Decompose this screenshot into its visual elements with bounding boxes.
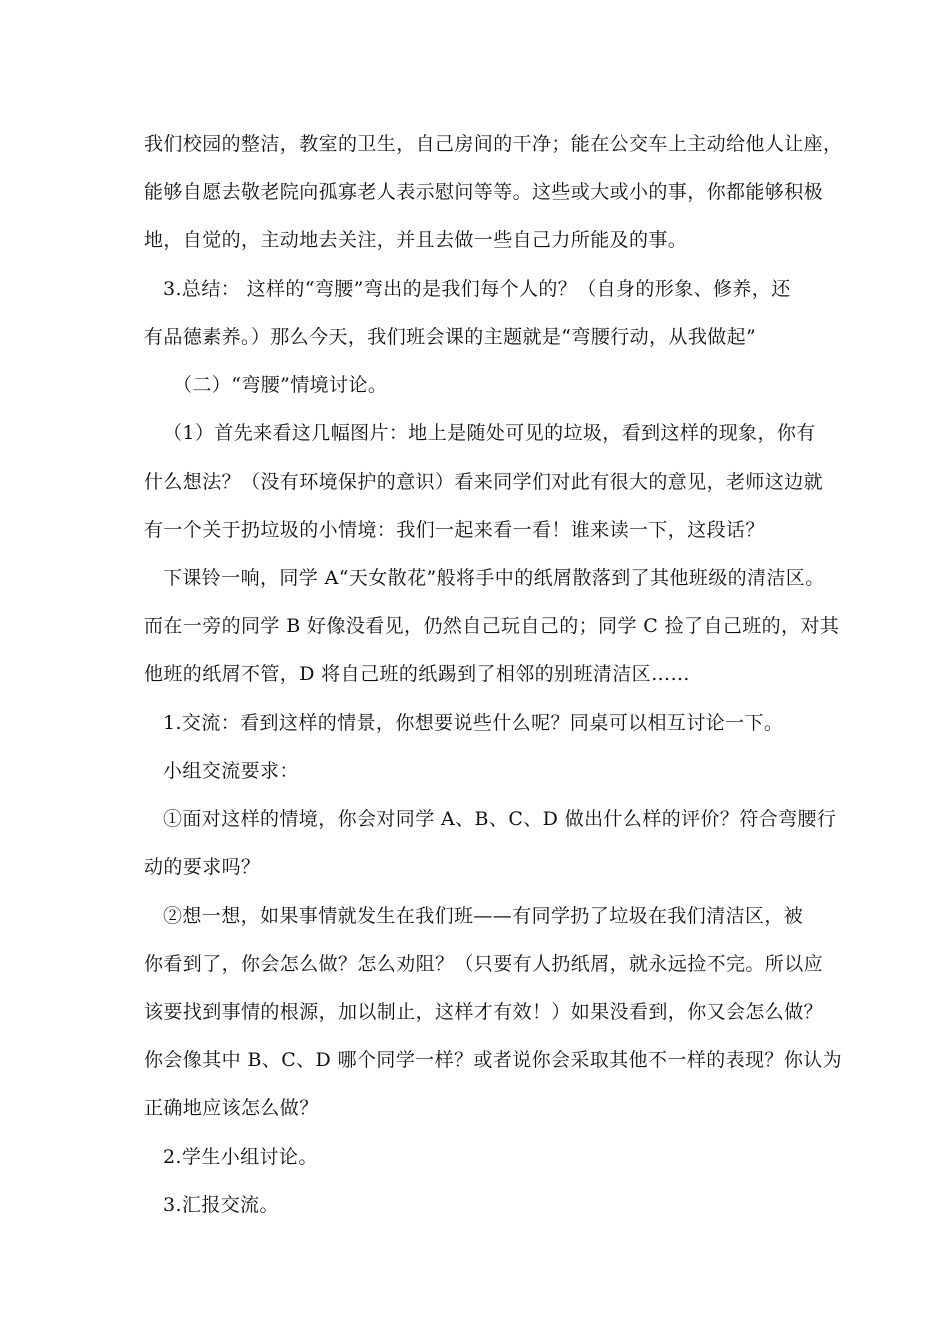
requirement-heading: 小组交流要求： — [163, 760, 299, 782]
paragraph-line: 有一个关于扔垃圾的小情境：我们一起来看一看！谁来读一下，这段话？ — [144, 519, 765, 541]
requirement-line: 动的要求吗？ — [144, 856, 261, 878]
scenario-line: 下课铃一响，同学 A“天女散花”般将手中的纸屑散落到了其他班级的清洁区。 — [163, 567, 825, 589]
requirement-line: 你会像其中 B、C、D 哪个同学一样？或者说你会采取其他不一样的表现？你认为 — [144, 1049, 843, 1071]
summary-line: 有品德素养。）那么今天，我们班会课的主题就是“弯腰行动，从我做起” — [144, 326, 757, 348]
requirement-line: ②想一想，如果事情就发生在我们班——有同学扔了垃圾在我们清洁区，被 — [163, 905, 804, 927]
section-heading: （二）“弯腰”情境讨论。 — [173, 374, 388, 396]
step-line: 2.学生小组讨论。 — [163, 1146, 318, 1168]
paragraph-line: 我们校园的整洁，教室的卫生，自己房间的干净；能在公交车上主动给他人让座， — [144, 133, 843, 155]
paragraph-line: 什么想法？（没有环境保护的意识）看来同学们对此有很大的意见，老师这边就 — [144, 471, 824, 493]
requirement-line: 正确地应该怎么做？ — [144, 1097, 319, 1119]
summary-line: 3.总结： 这样的“弯腰”弯出的是我们每个人的？（自身的形象、修养，还 — [163, 278, 791, 300]
scenario-line: 而在一旁的同学 B 好像没看见，仍然自己玩自己的；同学 C 捡了自己班的，对其 — [144, 615, 840, 637]
scenario-line: 他班的纸屑不管，D 将自己班的纸踢到了相邻的别班清洁区…… — [144, 663, 690, 685]
requirement-line: ①面对这样的情境，你会对同学 A、B、C、D 做出什么样的评价？符合弯腰行 — [163, 808, 837, 830]
step-line: 1.交流：看到这样的情景，你想要说些什么呢？同桌可以相互讨论一下。 — [163, 712, 784, 734]
step-line: 3.汇报交流。 — [163, 1194, 279, 1216]
paragraph-line: （1）首先来看这几幅图片：地上是随处可见的垃圾，看到这样的现象，你有 — [163, 422, 816, 444]
requirement-line: 你看到了，你会怎么做？怎么劝阻？（只要有人扔纸屑，就永远捡不完。所以应 — [144, 953, 824, 975]
requirement-line: 该要找到事情的根源，加以制止，这样才有效！）如果没看到，你又会怎么做？ — [144, 1001, 824, 1023]
paragraph-line: 能够自愿去敬老院向孤寡老人表示慰问等等。这些或大或小的事，你都能够积极 — [144, 181, 824, 203]
paragraph-line: 地，自觉的，主动地去关注，并且去做一些自己力所能及的事。 — [144, 229, 688, 251]
